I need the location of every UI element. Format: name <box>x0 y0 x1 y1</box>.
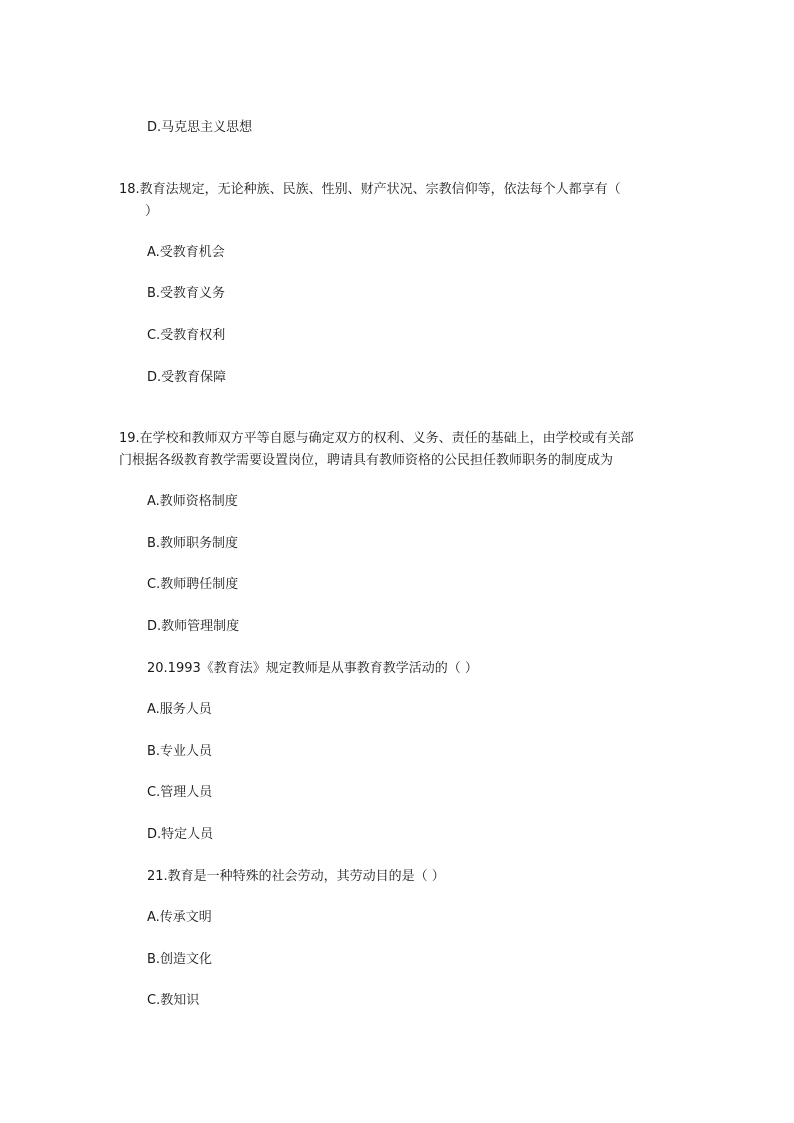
option-19-b: B.教师职务制度 <box>147 536 239 551</box>
option-21-b: B.创造文化 <box>147 952 213 967</box>
option-20-c: C.管理人员 <box>147 785 213 800</box>
option-18-a: A.受教育机会 <box>147 245 225 260</box>
option-18-d: D.受教育保障 <box>147 370 227 385</box>
option-18-c: C.受教育权利 <box>147 328 226 343</box>
option-19-c: C.教师聘任制度 <box>147 577 239 592</box>
option-17-d: D.马克思主义思想 <box>147 120 253 135</box>
question-19-line-2: 门根据各级教育教学需要设置岗位，聘请具有教师资格的公民担任教师职务的制度成为 <box>119 453 614 468</box>
option-21-a: A.传承文明 <box>147 910 212 925</box>
option-19-a: A.教师资格制度 <box>147 494 238 509</box>
question-18-line-1: 18.教育法规定，无论种族、民族、性别、财产状况、宗教信仰等，依法每个人都享有（ <box>119 182 621 197</box>
option-20-d: D.特定人员 <box>147 827 214 842</box>
option-18-b: B.受教育义务 <box>147 286 226 301</box>
question-19-line-1: 19.在学校和教师双方平等自愿与确定双方的权利、义务、责任的基础上，由学校或有关部 <box>119 431 634 446</box>
question-18-line-2: ） <box>145 204 159 219</box>
question-21: 21.教育是一种特殊的社会劳动，其劳动目的是（ ） <box>147 869 445 884</box>
option-19-d: D.教师管理制度 <box>147 619 240 634</box>
option-21-c: C.教知识 <box>147 993 200 1008</box>
question-20: 20.1993《教育法》规定教师是从事教育教学活动的（ ） <box>147 661 478 676</box>
option-20-a: A.服务人员 <box>147 702 212 717</box>
option-20-b: B.专业人员 <box>147 744 213 759</box>
